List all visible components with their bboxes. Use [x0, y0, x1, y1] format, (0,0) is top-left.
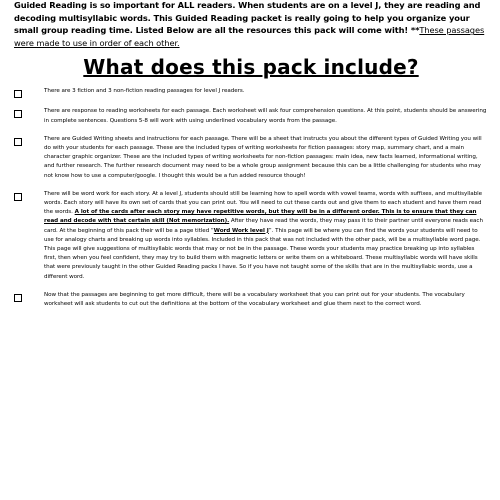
list-item: [14, 107, 488, 125]
checkbox-icon: [14, 138, 22, 146]
checkbox-icon: [14, 90, 22, 98]
list-item: [14, 87, 488, 98]
list-item: [14, 135, 488, 181]
list-item-text: Now that the passages are beginning to get more difficult, there will be a vocabulary worksheet that you can print out for your students. The vocabulary worksheet will ask students to cut out the definitions at the bottom of the vocabulary worksheet and glue them next to the correct word.: [44, 291, 465, 308]
intro-paragraph: [14, 0, 488, 49]
checkbox-icon: [14, 193, 22, 201]
page-title: What does this pack include?: [83, 55, 419, 80]
word-work-text-part2: After they have read the words, they may pass it to their partner until everyone reads each card. At the beginning of this pack their will be a page titled “: [44, 218, 483, 234]
word-work-text-part3: ”. This page will be where you can find the words your students will need to use for analogy charts and breaking up words into syllables. Included in this pack that was not included with the other pack, will be a multisyllable word page. This page will give suggestions of multisyllabic words that may or not be in the passage. These words your students may practice breaking up into syllables first, then when you feel confident, they may try to build them with magnetic letters or write them on a whiteboard. These multisyllabic words will have skills that were previously taught in the other Guided Reading packs I have. So if you have not taught some of the skills that are in the multisyllabic words, use a different word.: [44, 227, 481, 280]
intro-note: These passages were made to use in order of each other.: [14, 25, 485, 48]
word-work-page-title: Word Work level J: [213, 227, 269, 234]
intro-text: Guided Reading is so important for ALL readers. When students are on a level J, they are reading and decoding multisyllabic words. This Guided Reading packet is really going to help you organize your small group reading time. Listed Below are all the resources this pack will come with! **: [14, 0, 481, 36]
checkbox-icon: [14, 294, 22, 302]
list-item-text: [44, 190, 488, 282]
word-work-highlight: A lot of the cards after each story may have repetitive words, but they will be in a different order. This is to ensure that they can read and decode with that certain skill (Not memorization).: [44, 209, 477, 225]
list-item: [14, 291, 488, 309]
checkbox-icon: [14, 110, 22, 118]
list-item-text: There are Guided Writing sheets and instructions for each passage. There will be a sheet that instructs you about the different types of Guided Writing you will do with your students for each passage. These are the included types of writing worksheets for fiction passages: story map, summary chart, and a main character graphic organizer. These are the included types of writing worksheets for non-fiction passages: main idea, new facts learned, informational writing, and further research. The further research document may need to be a whole group assignment because this can be a little challenging for students who may not know how to use a computer/google. I thought this would be a fun added resource though!: [44, 135, 482, 179]
list-item-text: There are 3 fiction and 3 non-fiction reading passages for level J readers.: [44, 88, 245, 95]
list-item-text: There are response to reading worksheets for each passage. Each worksheet will ask four comprehension questions. At this point, students should be answering in complete sentences. Questions 5-8 will work with using underlined vocabulary words from the passage.: [44, 108, 487, 124]
word-work-text-part1: There will be word work for each story. At a level J, students should still be learning how to spell words with vowel teams, words with suffixes, and multisyllable words. Each story will have its own set of cards that you can print out. You will need to cut these cards out and give them to each student and have them read the words.: [44, 190, 483, 216]
list-item: [14, 190, 488, 282]
